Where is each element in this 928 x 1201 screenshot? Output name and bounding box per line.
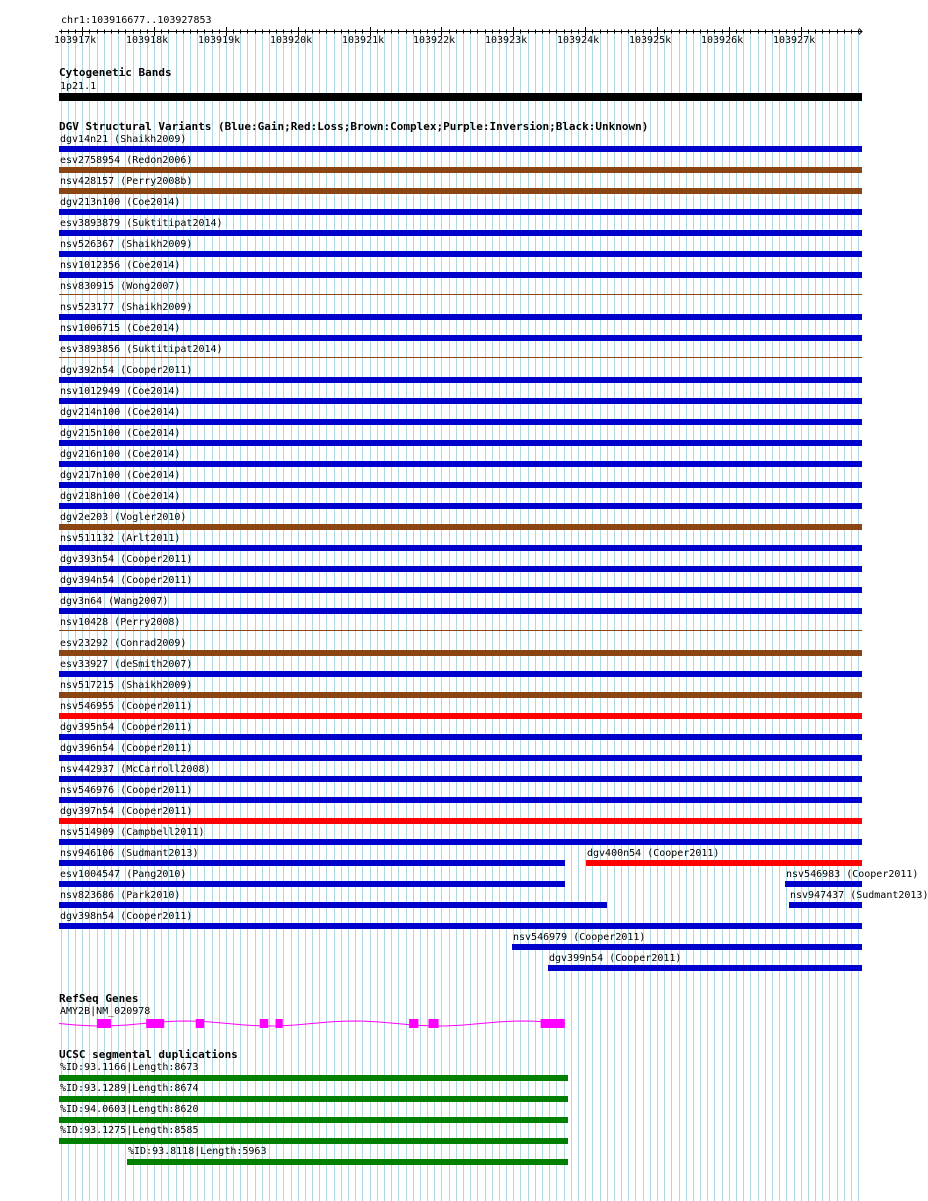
gene-exon[interactable] [429,1019,439,1028]
gene-exon[interactable] [97,1019,111,1028]
dgv-feature-bar[interactable] [59,167,862,173]
dgv-feature-label: dgv397n54 (Cooper2011) [60,806,193,817]
gene-exon[interactable] [196,1019,205,1028]
gene-intron-line [59,1021,565,1026]
ruler-tick-label: 103922k [413,35,456,46]
dgv-feature-bar[interactable] [59,818,862,824]
dgv-feature-bar[interactable] [59,776,862,782]
cytoband-label: 1p21.1 [60,81,97,92]
dgv-feature-label: dgv215n100 (Coe2014) [60,428,181,439]
dgv-feature-bar[interactable] [548,965,862,971]
dgv-feature-bar[interactable] [59,923,862,929]
dgv-feature-bar[interactable] [59,440,862,446]
dgv-feature-label: esv3893856 (Suktitipat2014) [60,344,223,355]
dgv-feature-bar[interactable] [59,294,862,295]
refseq-gene-model[interactable] [0,1014,890,1034]
ruler-tick-label: 103923k [485,35,528,46]
refseq-gene-label: AMY2B|NM_020978 [60,1006,151,1017]
dgv-feature-bar[interactable] [59,545,862,551]
dgv-feature-bar[interactable] [59,272,862,278]
dgv-feature-bar[interactable] [586,860,862,866]
cytoband-bar[interactable] [59,93,862,101]
dgv-feature-label: nsv823686 (Park2010) [60,890,181,901]
dgv-feature-bar[interactable] [59,335,862,341]
segdup-label: %ID:93.1166|Length:8673 [60,1062,199,1073]
dgv-feature-bar[interactable] [59,566,862,572]
dgv-feature-label: esv2758954 (Redon2006) [60,155,193,166]
dgv-feature-label: esv1004547 (Pang2010) [60,869,187,880]
dgv-feature-label: dgv14n21 (Shaikh2009) [60,134,187,145]
dgv-feature-label: esv33927 (deSmith2007) [60,659,193,670]
dgv-feature-label: nsv1012356 (Coe2014) [60,260,181,271]
dgv-feature-label: nsv511132 (Arlt2011) [60,533,181,544]
segdup-label: %ID:94.0603|Length:8620 [60,1104,199,1115]
dgv-feature-bar[interactable] [59,482,862,488]
dgv-feature-label: dgv398n54 (Cooper2011) [60,911,193,922]
dgv-feature-label: esv3893879 (Suktitipat2014) [60,218,223,229]
gene-exon[interactable] [260,1019,269,1028]
segdup-bar[interactable] [127,1159,568,1165]
dgv-feature-bar[interactable] [512,944,862,950]
dgv-feature-label: nsv1006715 (Coe2014) [60,323,181,334]
gene-exon[interactable] [409,1019,418,1028]
dgv-feature-label: dgv3n64 (Wang2007) [60,596,169,607]
dgv-feature-bar[interactable] [59,188,862,194]
dgv-feature-bar[interactable] [59,797,862,803]
dgv-feature-label: nsv523177 (Shaikh2009) [60,302,193,313]
dgv-feature-bar[interactable] [59,314,862,320]
dgv-feature-bar[interactable] [59,671,862,677]
dgv-feature-bar[interactable] [789,902,862,908]
dgv-feature-bar[interactable] [59,357,862,358]
dgv-feature-bar[interactable] [59,503,862,509]
dgv-feature-label: dgv394n54 (Cooper2011) [60,575,193,586]
segdup-track-title: UCSC segmental duplications [59,1048,238,1061]
ruler-tick-label: 103920k [270,35,313,46]
segdup-label: %ID:93.1275|Length:8585 [60,1125,199,1136]
ruler-tick-label: 103926k [701,35,744,46]
dgv-feature-label: nsv947437 (Sudmant2013) [790,890,928,901]
dgv-feature-label: nsv546983 (Cooper2011) [786,869,919,880]
segdup-label: %ID:93.1289|Length:8674 [60,1083,199,1094]
dgv-feature-bar[interactable] [59,630,862,631]
segdup-bar[interactable] [59,1075,568,1081]
segdup-bar[interactable] [59,1117,568,1123]
dgv-feature-label: nsv546979 (Cooper2011) [513,932,646,943]
refseq-track-title: RefSeq Genes [59,992,139,1005]
dgv-feature-bar[interactable] [59,230,862,236]
dgv-feature-label: dgv213n100 (Coe2014) [60,197,181,208]
segdup-label: %ID:93.8118|Length:5963 [128,1146,267,1157]
dgv-feature-label: nsv517215 (Shaikh2009) [60,680,193,691]
dgv-feature-label: esv23292 (Conrad2009) [60,638,187,649]
dgv-feature-label: nsv514909 (Campbell2011) [60,827,205,838]
dgv-feature-label: dgv393n54 (Cooper2011) [60,554,193,565]
dgv-feature-bar[interactable] [59,902,607,908]
dgv-feature-bar[interactable] [59,860,565,866]
dgv-feature-bar[interactable] [59,839,862,845]
dgv-feature-label: dgv2e203 (Vogler2010) [60,512,187,523]
ruler-coordinate: chr1:103916677..103927853 [61,15,212,26]
dgv-feature-label: nsv946106 (Sudmant2013) [60,848,199,859]
segdup-bar[interactable] [59,1096,568,1102]
dgv-feature-bar[interactable] [59,419,862,425]
dgv-feature-label: dgv396n54 (Cooper2011) [60,743,193,754]
dgv-feature-bar[interactable] [59,377,862,383]
ruler-tick-label: 103924k [557,35,600,46]
dgv-feature-bar[interactable] [59,650,862,656]
dgv-feature-label: nsv10428 (Perry2008) [60,617,181,628]
dgv-feature-label: dgv399n54 (Cooper2011) [549,953,682,964]
dgv-feature-label: nsv546955 (Cooper2011) [60,701,193,712]
ruler-tick-label: 103918k [126,35,169,46]
dgv-feature-label: dgv400n54 (Cooper2011) [587,848,720,859]
ruler-tick-label: 103925k [629,35,672,46]
dgv-feature-bar[interactable] [785,881,862,887]
ruler-tick-label: 103927k [773,35,816,46]
dgv-track-title: DGV Structural Variants (Blue:Gain;Red:Loss;Brown:Complex;Purple:Inversion;Black:Unknown) [59,120,649,133]
dgv-feature-label: nsv546976 (Cooper2011) [60,785,193,796]
dgv-feature-label: dgv392n54 (Cooper2011) [60,365,193,376]
gene-exon[interactable] [146,1019,164,1028]
gene-exon[interactable] [541,1019,565,1028]
ruler-tick-label: 103919k [198,35,241,46]
dgv-feature-label: dgv395n54 (Cooper2011) [60,722,193,733]
dgv-feature-bar[interactable] [59,755,862,761]
dgv-feature-bar[interactable] [59,461,862,467]
dgv-feature-bar[interactable] [59,146,862,152]
ruler-tick-label: 103917k [54,35,97,46]
dgv-feature-label: dgv217n100 (Coe2014) [60,470,181,481]
dgv-feature-bar[interactable] [59,734,862,740]
dgv-feature-label: dgv218n100 (Coe2014) [60,491,181,502]
dgv-feature-label: nsv830915 (Wong2007) [60,281,181,292]
dgv-feature-bar[interactable] [59,881,565,887]
dgv-feature-bar[interactable] [59,608,862,614]
dgv-feature-label: dgv214n100 (Coe2014) [60,407,181,418]
dgv-feature-label: nsv442937 (McCarroll2008) [60,764,211,775]
dgv-feature-bar[interactable] [59,398,862,404]
dgv-feature-label: nsv526367 (Shaikh2009) [60,239,193,250]
dgv-feature-bar[interactable] [59,524,862,530]
dgv-feature-bar[interactable] [59,587,862,593]
dgv-feature-bar[interactable] [59,251,862,257]
dgv-feature-bar[interactable] [59,713,862,719]
dgv-feature-label: nsv428157 (Perry2008b) [60,176,193,187]
cytogenetic-bands-title: Cytogenetic Bands [59,66,172,79]
ruler-tick-label: 103921k [342,35,385,46]
dgv-feature-bar[interactable] [59,692,862,698]
dgv-feature-bar[interactable] [59,209,862,215]
dgv-feature-label: dgv216n100 (Coe2014) [60,449,181,460]
dgv-feature-label: nsv1012949 (Coe2014) [60,386,181,397]
gene-exon[interactable] [276,1019,283,1028]
segdup-bar[interactable] [59,1138,568,1144]
